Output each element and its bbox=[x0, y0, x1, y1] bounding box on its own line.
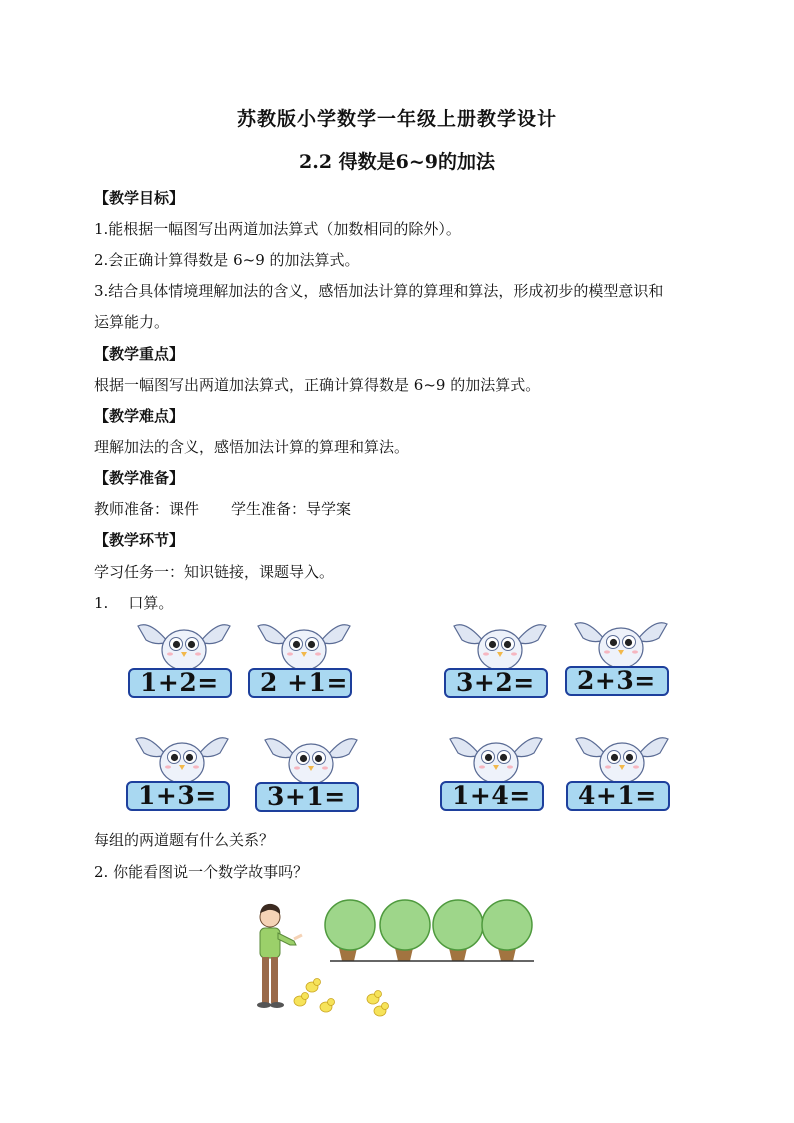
owl-icon bbox=[128, 616, 240, 676]
question-1: 每组的两道题有什么关系？ bbox=[94, 831, 275, 849]
equation-box bbox=[255, 782, 359, 812]
tree bbox=[325, 900, 375, 961]
owl-icon bbox=[444, 616, 556, 676]
item-1-number: 1. bbox=[94, 594, 109, 612]
key-points-heading: 【教学重点】 bbox=[94, 345, 185, 363]
owl-icon bbox=[126, 729, 238, 789]
owl-icon bbox=[566, 729, 678, 789]
owl-icon bbox=[255, 730, 367, 790]
document-title: 苏教版小学数学一年级上册教学设计 bbox=[236, 108, 557, 130]
owl-card bbox=[566, 729, 678, 815]
owl-card bbox=[440, 729, 552, 815]
equation-box bbox=[565, 666, 669, 696]
task-1: 学习任务一：知识链接，课题导入。 bbox=[94, 563, 335, 581]
owl-card bbox=[444, 616, 556, 702]
goal-3-line-1: 3.结合具体情境理解加法的含义，感悟加法计算的算理和算法，形成初步的模型意识和 bbox=[94, 282, 664, 300]
item-1-text: 口算。 bbox=[128, 594, 174, 612]
owl-card bbox=[128, 616, 240, 702]
equation-text: 3+2= bbox=[456, 668, 535, 697]
tree bbox=[482, 900, 532, 961]
difficulty-heading: 【教学难点】 bbox=[94, 407, 185, 425]
tree-row bbox=[325, 900, 534, 961]
item-2: 2. 你能看图说一个数学故事吗？ bbox=[94, 863, 309, 881]
lesson-subtitle: 2.2 得数是6~9的加法 bbox=[298, 151, 496, 173]
owl-card bbox=[255, 730, 367, 816]
owl-icon bbox=[565, 614, 677, 674]
chick-group bbox=[294, 979, 389, 1017]
goal-1: 1.能根据一幅图写出两道加法算式（加数相同的除外）。 bbox=[94, 220, 461, 238]
preparation-heading: 【教学准备】 bbox=[94, 469, 185, 487]
tree bbox=[380, 900, 430, 961]
process-heading: 【教学环节】 bbox=[94, 531, 185, 549]
equation-text: 1+3= bbox=[138, 781, 217, 810]
equation-box bbox=[440, 781, 544, 811]
owl-icon bbox=[440, 729, 552, 789]
equation-text: 1+4= bbox=[452, 781, 531, 810]
owl-card bbox=[248, 616, 360, 702]
equation-text: 4+1= bbox=[578, 781, 657, 810]
boy-figure bbox=[257, 904, 302, 1008]
equation-box bbox=[126, 781, 230, 811]
student-preparation: 学生准备：导学案 bbox=[231, 500, 352, 518]
owl-card bbox=[126, 729, 238, 815]
equation-box bbox=[248, 668, 352, 698]
equation-box bbox=[128, 668, 232, 698]
owl-icon bbox=[248, 616, 360, 676]
difficulty-text: 理解加法的含义，感悟加法计算的算理和算法。 bbox=[94, 438, 410, 456]
equation-text: 2+3= bbox=[577, 666, 656, 695]
equation-box bbox=[444, 668, 548, 698]
tree bbox=[433, 900, 483, 961]
goal-3-line-2: 运算能力。 bbox=[94, 313, 170, 331]
equation-text: 2 +1= bbox=[260, 668, 348, 697]
equation-text: 3+1= bbox=[267, 782, 346, 811]
goal-2: 2.会正确计算得数是 6~9 的加法算式。 bbox=[94, 251, 360, 269]
equation-box bbox=[566, 781, 670, 811]
story-illustration bbox=[250, 895, 550, 1025]
goals-heading: 【教学目标】 bbox=[94, 189, 185, 207]
owl-card bbox=[565, 614, 677, 700]
teacher-preparation: 教师准备：课件 bbox=[94, 500, 200, 518]
key-points-text: 根据一幅图写出两道加法算式，正确计算得数是 6~9 的加法算式。 bbox=[94, 376, 541, 394]
equation-text: 1+2= bbox=[140, 668, 219, 697]
